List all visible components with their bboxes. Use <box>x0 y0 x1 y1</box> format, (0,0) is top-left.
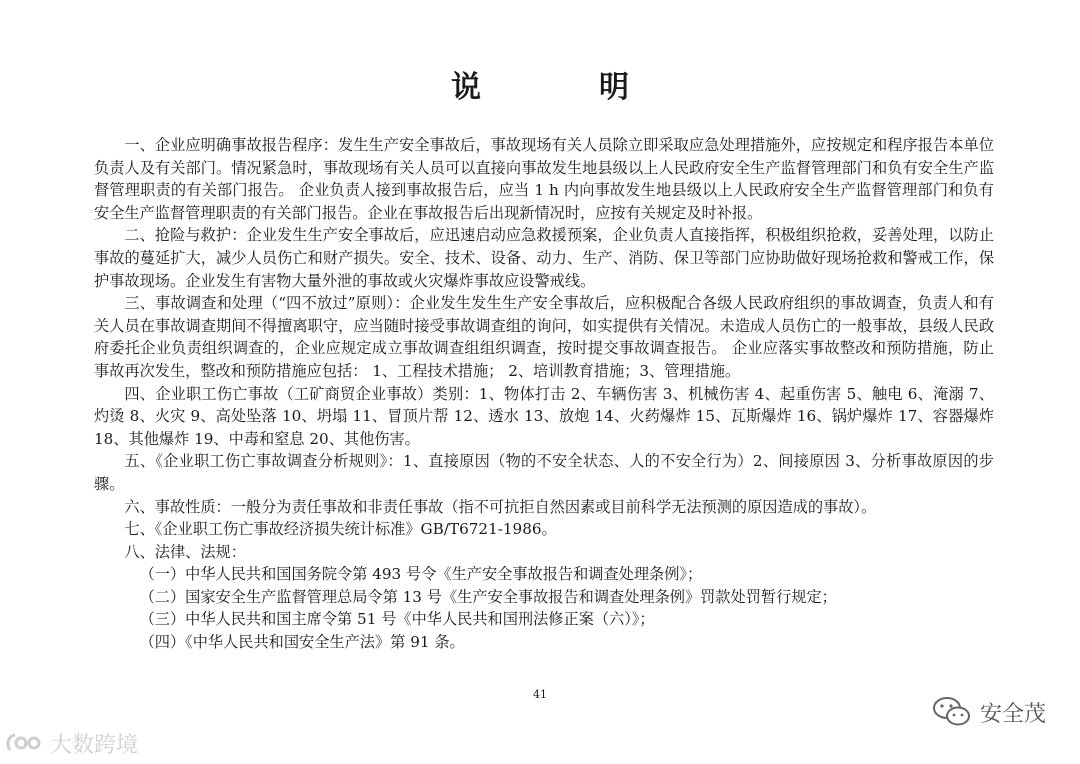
document-body <box>94 134 994 654</box>
cross-border-logo-icon <box>4 730 44 756</box>
paragraph-1: 一、企业应明确事故报告程序：发生生产安全事故后，事故现场有关人员除立即采取应急处理措施外，应按规定和程序报告本单位负责人及有关部门。情况紧急时，事故现场有关人员可以直接向事故发生地县级以上人民政府安全生产监督管理部门和负有安全生产监督管理职责的有关部门报告。 企业负责人接到事故报告后，应当 1 h 内向事故发生地县级以上人民政府安全生产监督管理部门和负有安全生产监督管理职责的有关部门报告。企业在事故报告后出现新情况时，应按有关规定及时补报。 <box>94 136 994 222</box>
law-item-4: （四）《中华人民共和国安全生产法》第 91 条。 <box>139 633 465 652</box>
watermark-left <box>4 726 138 760</box>
paragraph-7: 七、《企业职工伤亡事故经济损失统计标准》GB/T6721-1986。 <box>124 520 557 539</box>
watermark-left-text: 大数跨境 <box>50 732 139 758</box>
paragraph-6: 六、事故性质：一般分为责任事故和非责任事故（指不可抗拒自然因素或目前科学无法预测的原因造成的事故）。 <box>124 497 877 516</box>
paragraph-8: 八、法律、法规： <box>124 542 246 561</box>
paragraph-3: 三、事故调查和处理（“四不放过”原则）：企业发生发生生产安全事故后，应积极配合各级人民政府组织的事故调查，负责人和有关人员在事故调查期间不得擅离职守，应当随时接受事故调查组的询问，如实提供有关情况。未造成人员伤亡的一般事故，县级人民政府委托企业负责组织调查的，企业应规定成立事故调查组组织调查，按时提交事故调查报告。 企业应落实事故整改和预防措施，防止事故再次发生，整改和预防措施应包括： 1、工程技术措施； 2、培训教育措施；3、管理措施。 <box>94 294 994 380</box>
page-number: 41 <box>533 688 547 701</box>
law-item-3: （三）中华人民共和国主席令第 51 号《中华人民共和国刑法修正案（六）》； <box>139 610 655 629</box>
wechat-icon <box>932 695 972 729</box>
paragraph-4: 四、企业职工伤亡事故（工矿商贸企业事故）类别：1、物体打击 2、车辆伤害 3、机械伤害 4、起重伤害 5、触电 6、淹溺 7、灼烫 8、火灾 9、高处坠落 10、坍塌 11、冒顶片帮 12、透水 13、放炮 14、火药爆炸 15、瓦斯爆炸 16、锅炉爆炸 17、容器爆炸 18、其他爆炸 19、中毒和窒息 20、其他伤害。 <box>94 384 994 448</box>
law-item-1: （一）中华人民共和国国务院令第 493 号令《生产安全事故报告和调查处理条例》； <box>139 565 703 584</box>
watermark-right-text: 安全茂 <box>979 701 1046 727</box>
paragraph-2: 二、抢险与救护：企业发生生产安全事故后，应迅速启动应急救援预案，企业负责人直接指挥，积极组织抢救，妥善处理，以防止事故的蔓延扩大，减少人员伤亡和财产损失。安全、技术、设备、动力、生产、消防、保卫等部门应协助做好现场抢救和警戒工作，保护事故现场。企业发生有害物大量外泄的事故或火灾爆炸事故应设警戒线。 <box>94 226 994 290</box>
law-item-2: （二）国家安全生产监督管理总局令第 13 号《生产安全事故报告和调查处理条例》罚款处罚暂行规定； <box>139 587 837 606</box>
paragraph-5: 五、《企业职工伤亡事故调查分析规则》：1、直接原因（物的不安全状态、人的不安全行为）2、间接原因 3、分析事故原因的步骤。 <box>94 452 994 493</box>
watermark-right <box>932 690 1046 734</box>
page-title: 说 明 <box>451 70 673 105</box>
